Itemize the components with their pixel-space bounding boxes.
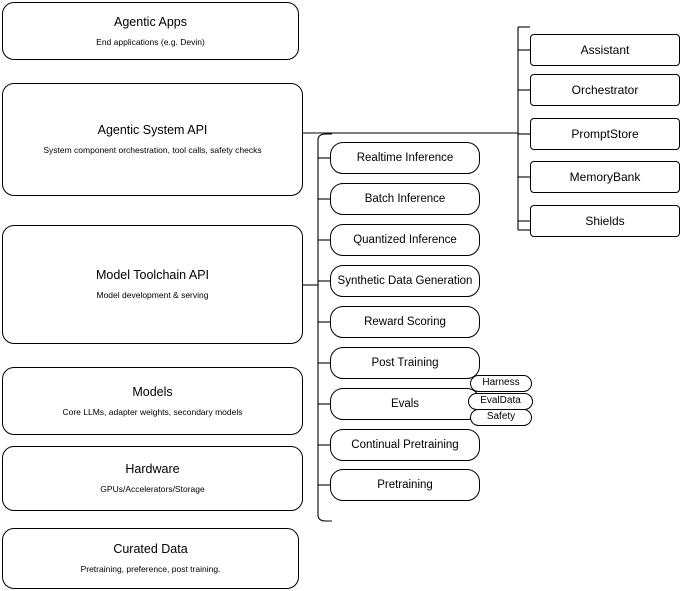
service-label: Assistant xyxy=(580,42,630,57)
capability-label: Evals xyxy=(390,397,420,410)
capability-continual-pretraining[interactable] xyxy=(330,429,480,461)
service-label: PromptStore xyxy=(571,126,639,141)
layer-subtitle: Core LLMs, adapter weights, secondary models xyxy=(62,406,243,417)
service-orchestrator[interactable] xyxy=(530,74,680,106)
service-shields[interactable] xyxy=(530,205,680,237)
capability-quantized-inference[interactable] xyxy=(330,224,480,256)
layer-subtitle: Model development & serving xyxy=(96,290,209,300)
layer-subtitle: Pretraining, preference, post training. xyxy=(80,564,221,574)
service-promptstore[interactable] xyxy=(530,118,680,150)
service-label: Shields xyxy=(585,213,625,228)
capability-label: Synthetic Data Generation xyxy=(337,274,473,287)
capability-label: Batch Inference xyxy=(364,192,446,205)
capability-label: Quantized Inference xyxy=(353,233,457,246)
layer-title: Curated Data xyxy=(113,542,188,557)
layer-subtitle: System component orchestration, tool calls, safety checks xyxy=(43,145,262,155)
capability-label: Realtime Inference xyxy=(356,151,454,164)
pill-label: EvalData xyxy=(480,395,521,407)
service-label: Orchestrator xyxy=(571,82,639,97)
layer-curated-data[interactable] xyxy=(2,528,299,589)
layer-subtitle: End applications (e.g. Devin) xyxy=(96,36,205,47)
capability-pretraining[interactable] xyxy=(330,469,480,501)
service-assistant[interactable] xyxy=(530,34,680,66)
layer-models[interactable] xyxy=(2,367,303,435)
layer-subtitle: GPUs/Accelerators/Storage xyxy=(100,484,205,494)
layer-hardware[interactable] xyxy=(2,446,303,511)
service-label: MemoryBank xyxy=(569,169,641,184)
pill-harness[interactable] xyxy=(470,375,532,392)
layer-title: Agentic Apps xyxy=(114,14,187,29)
capability-label: Pretraining xyxy=(377,478,433,491)
capability-label: Post Training xyxy=(371,356,439,369)
layer-agentic-system-api[interactable] xyxy=(2,83,303,196)
capability-post-training[interactable] xyxy=(330,347,480,379)
capability-batch-inference[interactable] xyxy=(330,183,480,215)
pill-label: Safety xyxy=(486,411,516,423)
capability-label: Reward Scoring xyxy=(364,315,446,328)
capability-label: Continual Pretraining xyxy=(351,438,459,451)
service-memorybank[interactable] xyxy=(530,161,680,193)
capability-synthetic-data-generation[interactable] xyxy=(330,265,480,297)
layer-title: Model Toolchain API xyxy=(95,268,210,283)
capability-realtime-inference[interactable] xyxy=(330,142,480,174)
layer-title: Hardware xyxy=(125,462,180,477)
layer-title: Models xyxy=(132,384,173,399)
layer-title: Agentic System API xyxy=(97,123,208,138)
layer-agentic-apps[interactable] xyxy=(2,2,299,60)
pill-safety[interactable] xyxy=(470,409,532,426)
capability-reward-scoring[interactable] xyxy=(330,306,480,338)
pill-evaldata[interactable] xyxy=(468,393,533,410)
capability-evals[interactable] xyxy=(330,388,480,420)
layer-model-toolchain-api[interactable] xyxy=(2,225,303,344)
pill-label: Harness xyxy=(482,377,520,389)
